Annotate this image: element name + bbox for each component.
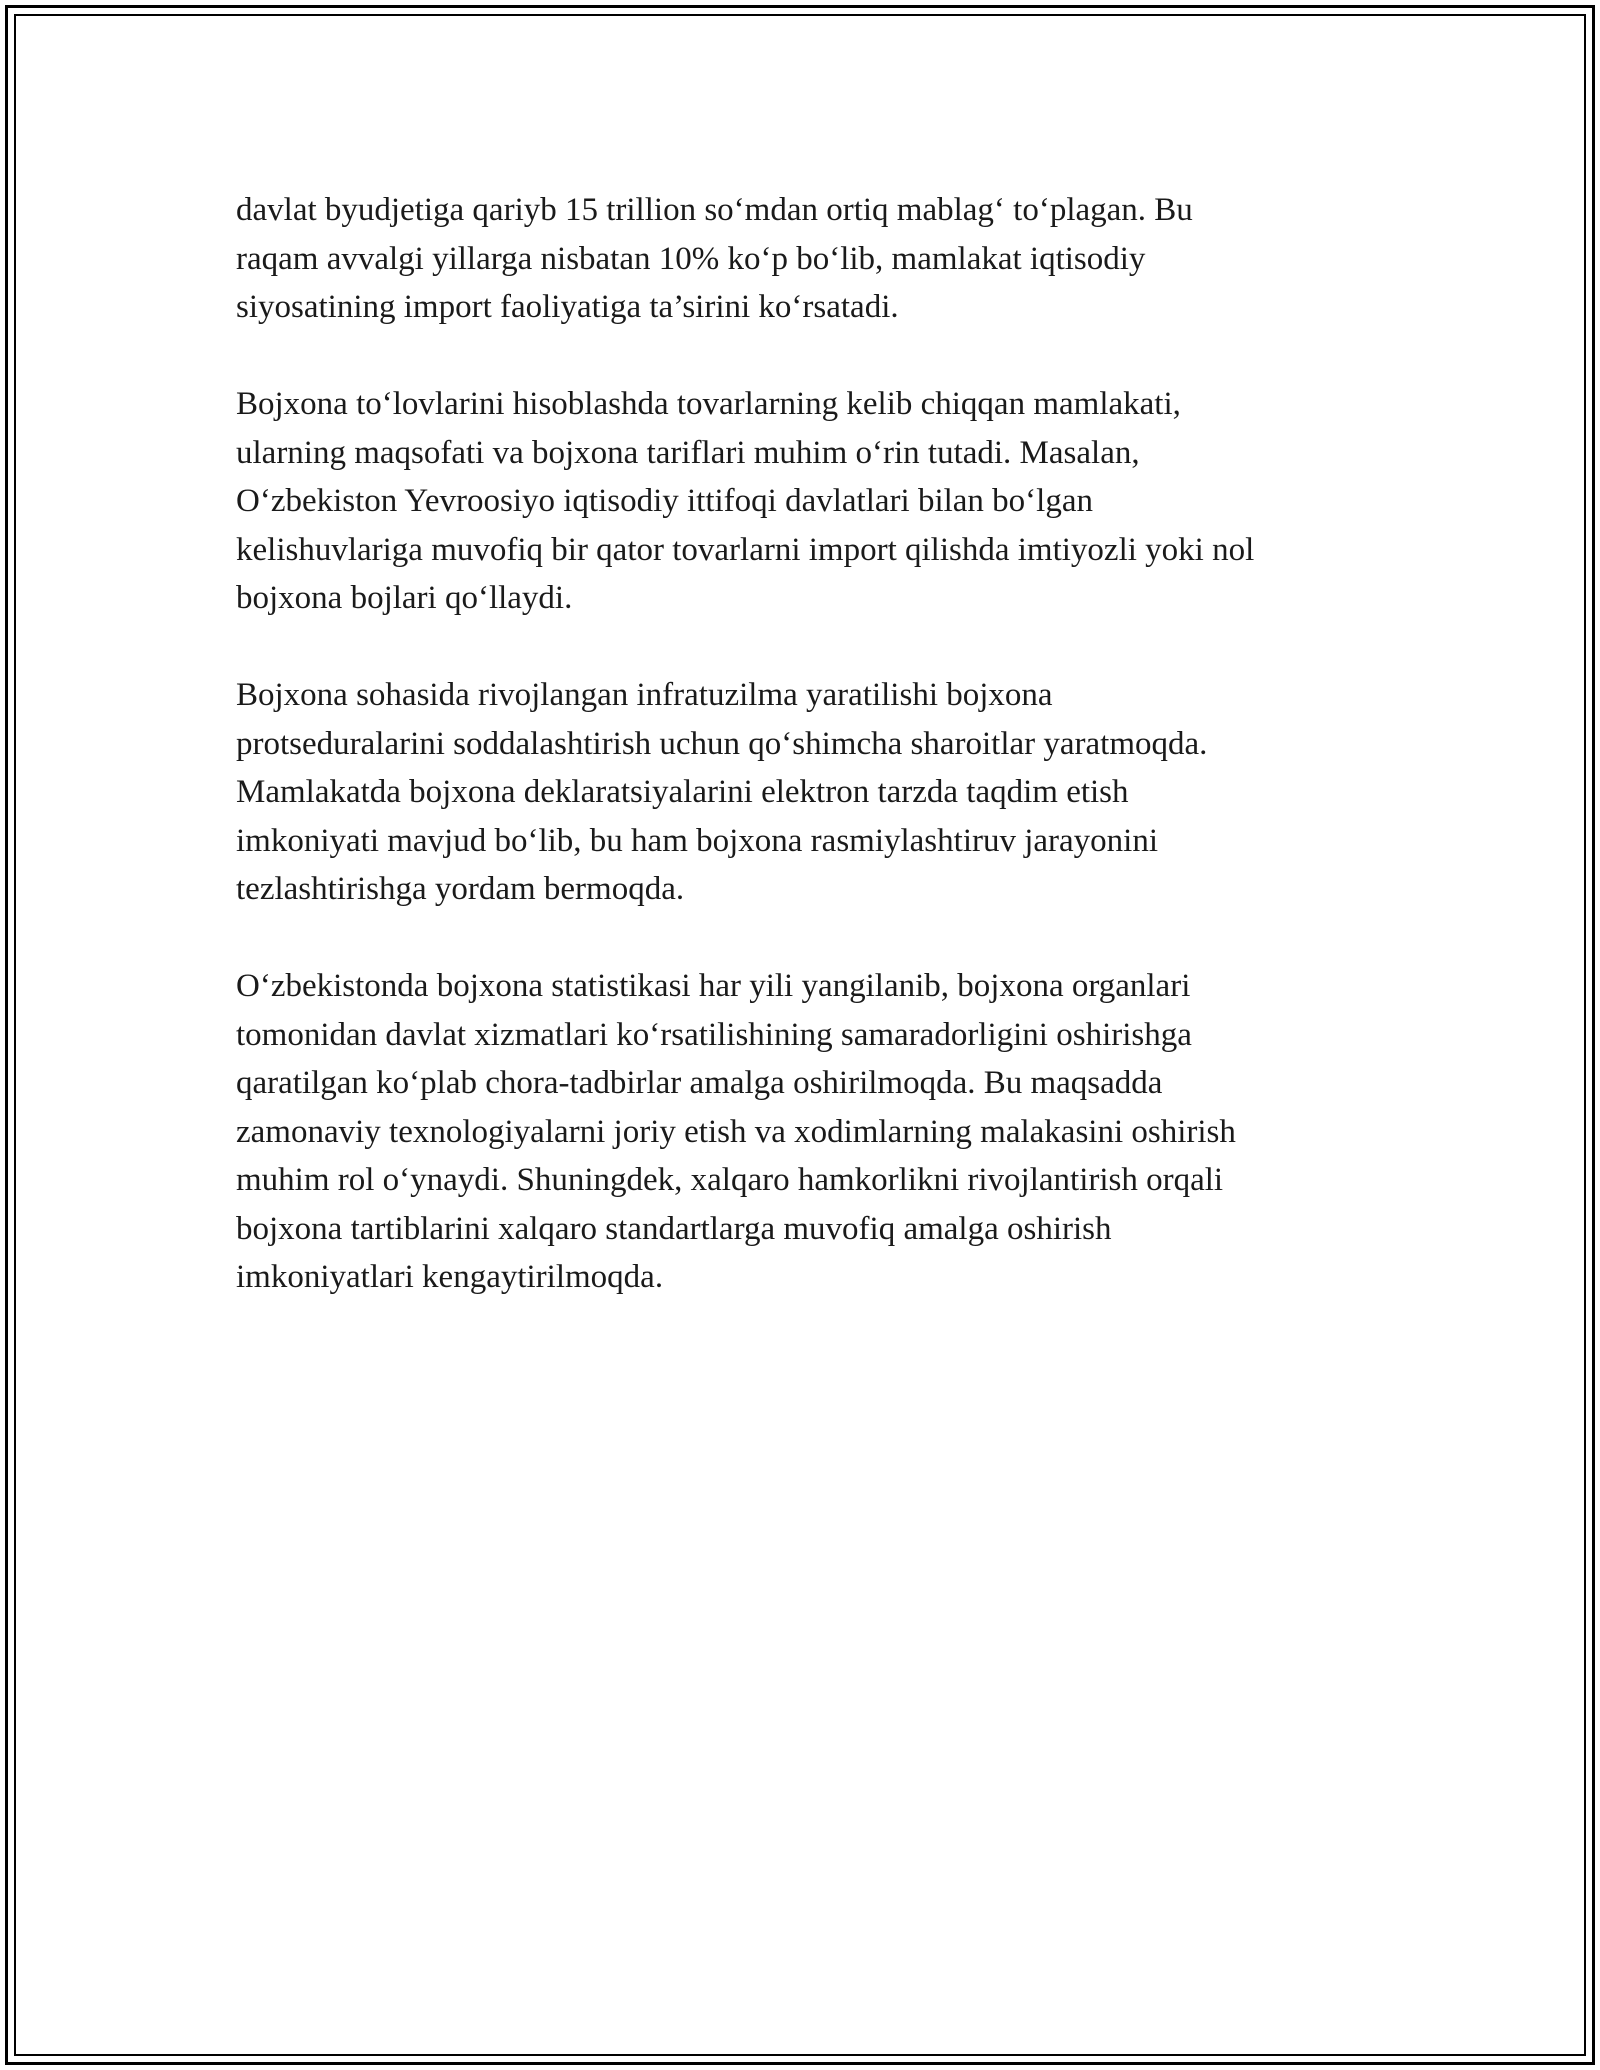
paragraph: Bojxona to‘lovlarini hisoblashda tovarlarning kelib chiqqan mamlakati, ularning maqsofati va bojxona tariflari muhim o‘rin tutadi. Masalan, O‘zbekiston Yevroosiyo iqtisodiy ittifoqi davlatlari bilan bo‘lgan kelishuvlariga muvofiq bir qator tovarlarni import qilishda imtiyozli yoki nol bojxona bojlari qo‘llaydi.: [236, 386, 1255, 616]
paragraph: Bojxona sohasida rivojlangan infratuzilma yaratilishi bojxona protseduralarini soddalashtirish uchun qo‘shimcha sharoitlar yaratmoqda. Mamlakatda bojxona deklaratsiyalarini elektron tarzda taqdim etish imkoniyati mavjud bo‘lib, bu ham bojxona rasmiylashtiruv jarayonini tezlashtirishga yordam bermoqda.: [236, 677, 1208, 907]
document-body: [236, 186, 1396, 1350]
paragraph: davlat byudjetiga qariyb 15 trillion so‘mdan ortiq mablag‘ to‘plagan. Bu raqam avvalgi yillarga nisbatan 10% ko‘p bo‘lib, mamlakat iqtisodiy siyosatining import faoliyatiga ta’sirini ko‘rsatadi.: [236, 192, 1193, 325]
paragraph: O‘zbekistonda bojxona statistikasi har yili yangilanib, bojxona organlari tomonidan davlat xizmatlari ko‘rsatilishining samaradorligini oshirishga qaratilgan ko‘plab chora-tadbirlar amalga oshirilmoqda. Bu maqsadda zamonaviy texnologiyalarni joriy etish va xodimlarning malakasini oshirish muhim rol o‘ynaydi. Shuningdek, xalqaro hamkorlikni rivojlantirish orqali bojxona tartiblarini xalqaro standartlarga muvofiq amalga oshirish imkoniyatlari kengaytirilmoqda.: [236, 968, 1236, 1295]
